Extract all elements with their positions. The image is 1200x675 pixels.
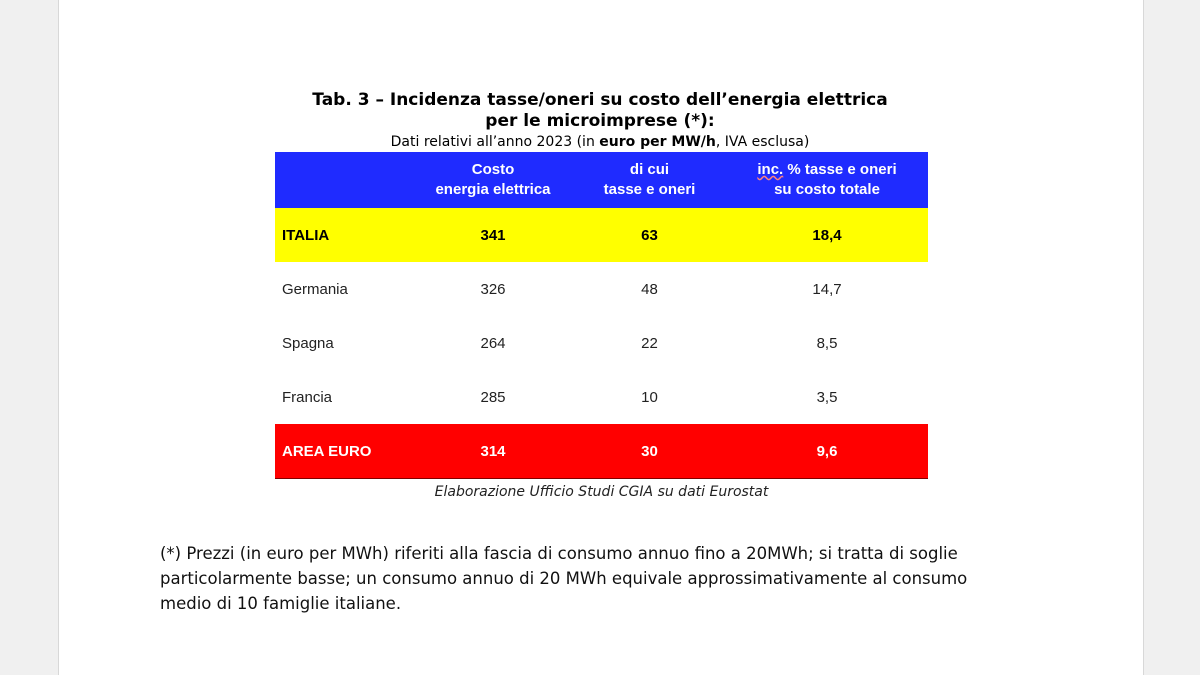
title-line-1: Tab. 3 – Incidenza tasse/oneri su costo dell’energia elettrica (312, 90, 888, 110)
table-row-germania (275, 262, 928, 316)
header-cost: Costo energia elettrica (413, 152, 573, 208)
cell-pct: 18,4 (726, 208, 928, 262)
right-margin (1143, 0, 1200, 675)
cell-cost: 326 (480, 280, 506, 298)
header-taxes: di cui tasse e oneri (573, 152, 726, 208)
cell-taxes: 10 (641, 388, 658, 406)
energy-cost-table (275, 152, 928, 479)
footnote-line-1: (*) Prezzi (in euro per MWh) riferiti alla fascia di consumo annuo fino a 20MWh; si tratta di soglie (160, 544, 958, 563)
cell-cost: 285 (480, 388, 506, 406)
cell-cost: 341 (413, 208, 573, 262)
cell-country: ITALIA (275, 208, 413, 262)
table-header-row (275, 152, 928, 208)
left-margin (0, 0, 59, 675)
cell-pct: 3,5 (816, 388, 838, 406)
cell-taxes: 22 (641, 334, 658, 352)
table-row-italia (275, 208, 928, 262)
table-row-francia (275, 370, 928, 424)
table-row-area-euro (275, 424, 928, 479)
cell-pct: 9,6 (726, 424, 928, 479)
title-line-2: per le microimprese (*): (485, 111, 715, 131)
table-row-spagna (275, 316, 928, 370)
cell-pct: 14,7 (812, 280, 842, 298)
table-subtitle (240, 134, 960, 151)
subtitle-unit: euro per MW/h (599, 134, 716, 150)
cell-cost: 264 (480, 334, 506, 352)
subtitle-suffix: , IVA esclusa) (715, 134, 810, 150)
cell-country: Spagna (282, 334, 334, 352)
subtitle-prefix: Dati relativi all’anno 2023 (in (390, 134, 600, 150)
footnote (160, 541, 1050, 616)
cell-country: AREA EURO (275, 424, 413, 479)
cell-taxes: 30 (573, 424, 726, 479)
footnote-line-3: medio di 10 famiglie italiane. (160, 594, 402, 613)
cell-country: Francia (282, 388, 333, 406)
cell-pct: 8,5 (816, 334, 838, 352)
header-pct: inc. % tasse e oneri su costo totale (726, 152, 928, 208)
cell-cost: 314 (413, 424, 573, 479)
header-pct-abbrev: inc. (757, 161, 784, 178)
table-title (240, 90, 960, 132)
table-source: Elaborazione Ufficio Studi CGIA su dati Eurostat (434, 484, 769, 500)
cell-country: Germania (282, 280, 348, 298)
footnote-line-2: particolarmente basse; un consumo annuo di 20 MWh equivale approssimativamente al consumo (160, 569, 968, 588)
header-country (275, 152, 413, 208)
cell-taxes: 63 (573, 208, 726, 262)
cell-taxes: 48 (641, 280, 658, 298)
